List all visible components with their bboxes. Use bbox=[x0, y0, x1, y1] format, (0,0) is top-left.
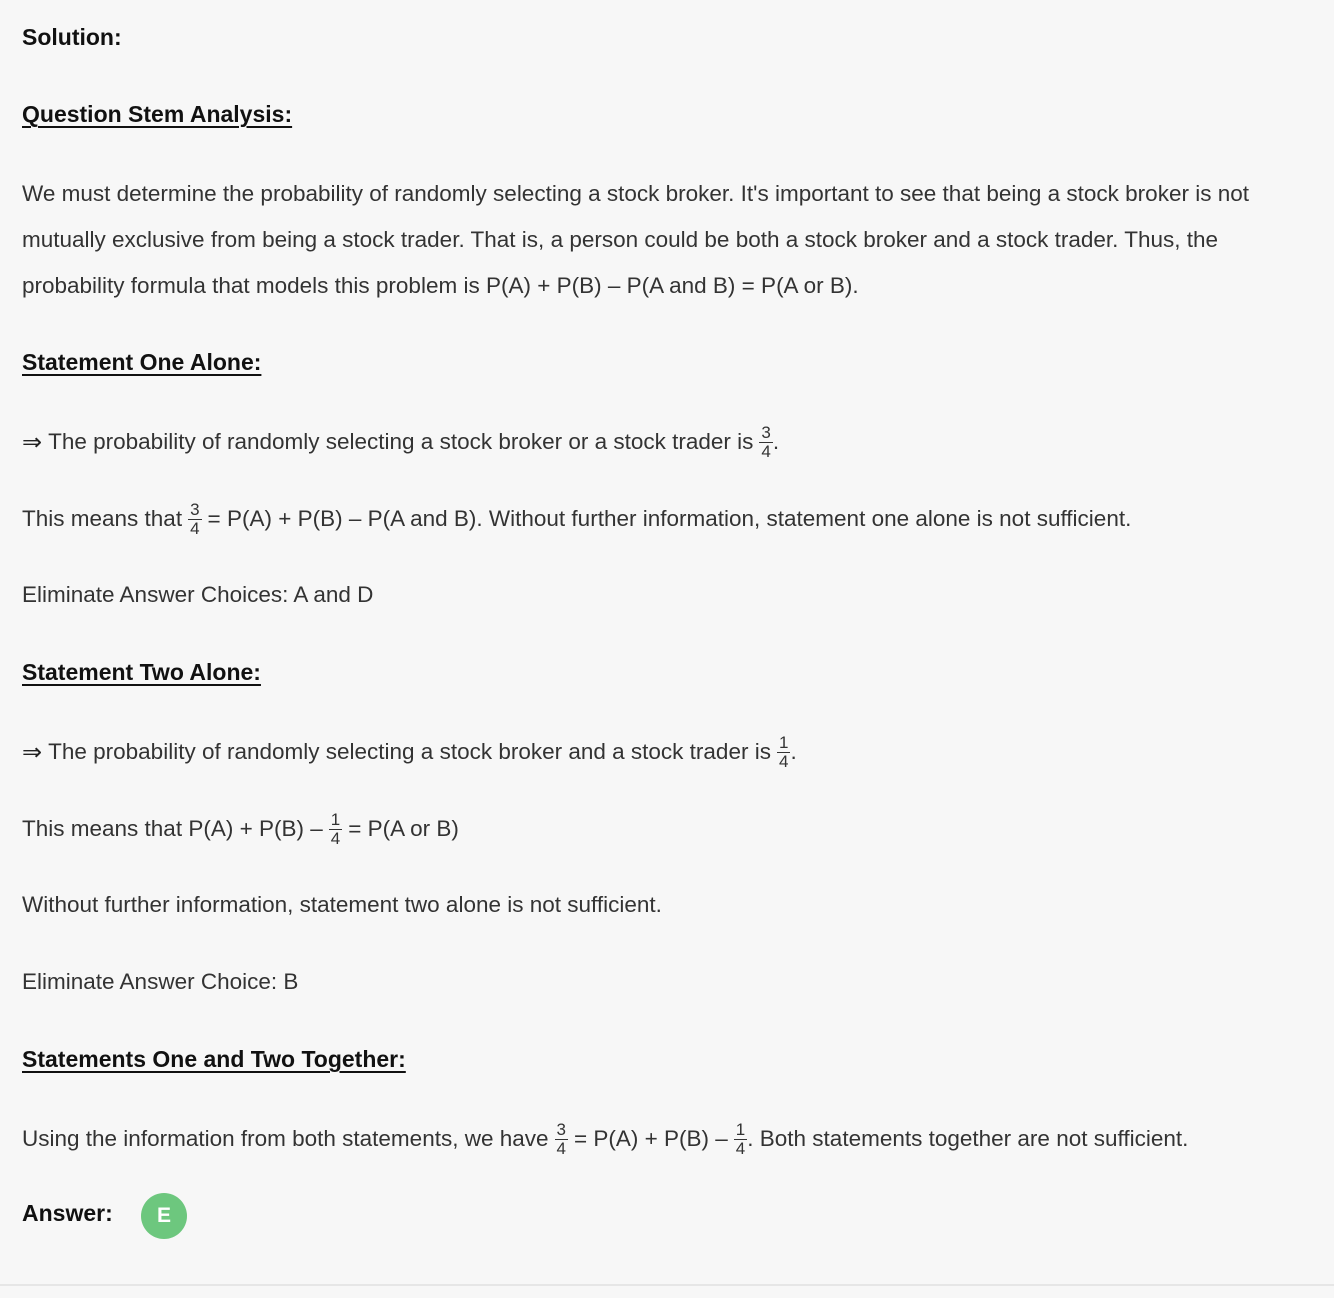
stem-heading: Question Stem Analysis: bbox=[22, 101, 293, 127]
implies-arrow-icon: ⇒ bbox=[22, 738, 43, 766]
answer-label: Answer: bbox=[22, 1200, 113, 1226]
fraction bbox=[329, 811, 342, 848]
fraction bbox=[555, 1121, 568, 1158]
statement-two-given bbox=[22, 730, 797, 774]
stem-paragraph: We must determine the probability of randomly selecting a stock broker. It's important to see that being a stock broker is not mutually exclusive from being a stock trader. That is, a person could be both a stock broker and a stock trader. Thus, the probability formula that models this problem is P(A) + P(B) – P(A and B) = P(A or B). bbox=[22, 181, 1249, 298]
period: . bbox=[790, 739, 797, 764]
statement-one-given-text: The probability of randomly selecting a stock broker or a stock trader is bbox=[48, 429, 754, 454]
implies-arrow-icon: ⇒ bbox=[22, 428, 43, 456]
fraction-numerator: 1 bbox=[330, 809, 341, 829]
together-heading: Statements One and Two Together: bbox=[22, 1046, 406, 1072]
statement-two-means-prefix: This means that P(A) + P(B) – bbox=[22, 816, 323, 841]
statement-two-means-suffix: = P(A or B) bbox=[348, 816, 459, 841]
fraction-numerator: 3 bbox=[761, 422, 771, 442]
together-prefix: Using the information from both statements, we have bbox=[22, 1126, 549, 1151]
statement-one-given bbox=[22, 420, 779, 464]
statement-one-eliminate: Eliminate Answer Choices: A and D bbox=[22, 582, 374, 607]
statement-two-given-text: The probability of randomly selecting a stock broker and a stock trader is bbox=[48, 739, 771, 764]
fraction-denominator: 4 bbox=[761, 441, 771, 461]
fraction-denominator: 4 bbox=[735, 1138, 746, 1158]
fraction-denominator: 4 bbox=[556, 1138, 566, 1158]
fraction-numerator: 1 bbox=[778, 732, 789, 752]
statement-two-conclusion: Without further information, statement two alone is not sufficient. bbox=[22, 892, 662, 917]
together-middle: = P(A) + P(B) – bbox=[573, 1126, 728, 1151]
fraction-numerator: 3 bbox=[190, 499, 200, 519]
answer-badge: E bbox=[141, 1193, 187, 1239]
statement-two-means bbox=[22, 807, 459, 851]
statement-one-means-suffix: = P(A) + P(B) – P(A and B). Without further information, statement one alone is not sufficient. bbox=[207, 506, 1132, 531]
fraction bbox=[777, 734, 790, 771]
period: . bbox=[772, 429, 780, 454]
fraction bbox=[188, 501, 201, 538]
statement-one-means bbox=[22, 497, 1131, 541]
statement-two-heading: Statement Two Alone: bbox=[22, 659, 261, 685]
solution-label: Solution: bbox=[22, 24, 122, 50]
statement-two-eliminate: Eliminate Answer Choice: B bbox=[22, 969, 299, 994]
fraction-numerator: 3 bbox=[556, 1119, 566, 1139]
statement-one-means-prefix: This means that bbox=[22, 506, 183, 531]
fraction bbox=[759, 424, 772, 461]
fraction-denominator: 4 bbox=[190, 518, 200, 538]
fraction bbox=[734, 1121, 747, 1158]
together-suffix: . Both statements together are not sufficient. bbox=[747, 1126, 1189, 1151]
statement-one-heading: Statement One Alone: bbox=[22, 349, 262, 375]
fraction-denominator: 4 bbox=[778, 751, 789, 771]
together-line bbox=[22, 1117, 1188, 1161]
fraction-denominator: 4 bbox=[330, 828, 341, 848]
fraction-numerator: 1 bbox=[735, 1119, 746, 1139]
